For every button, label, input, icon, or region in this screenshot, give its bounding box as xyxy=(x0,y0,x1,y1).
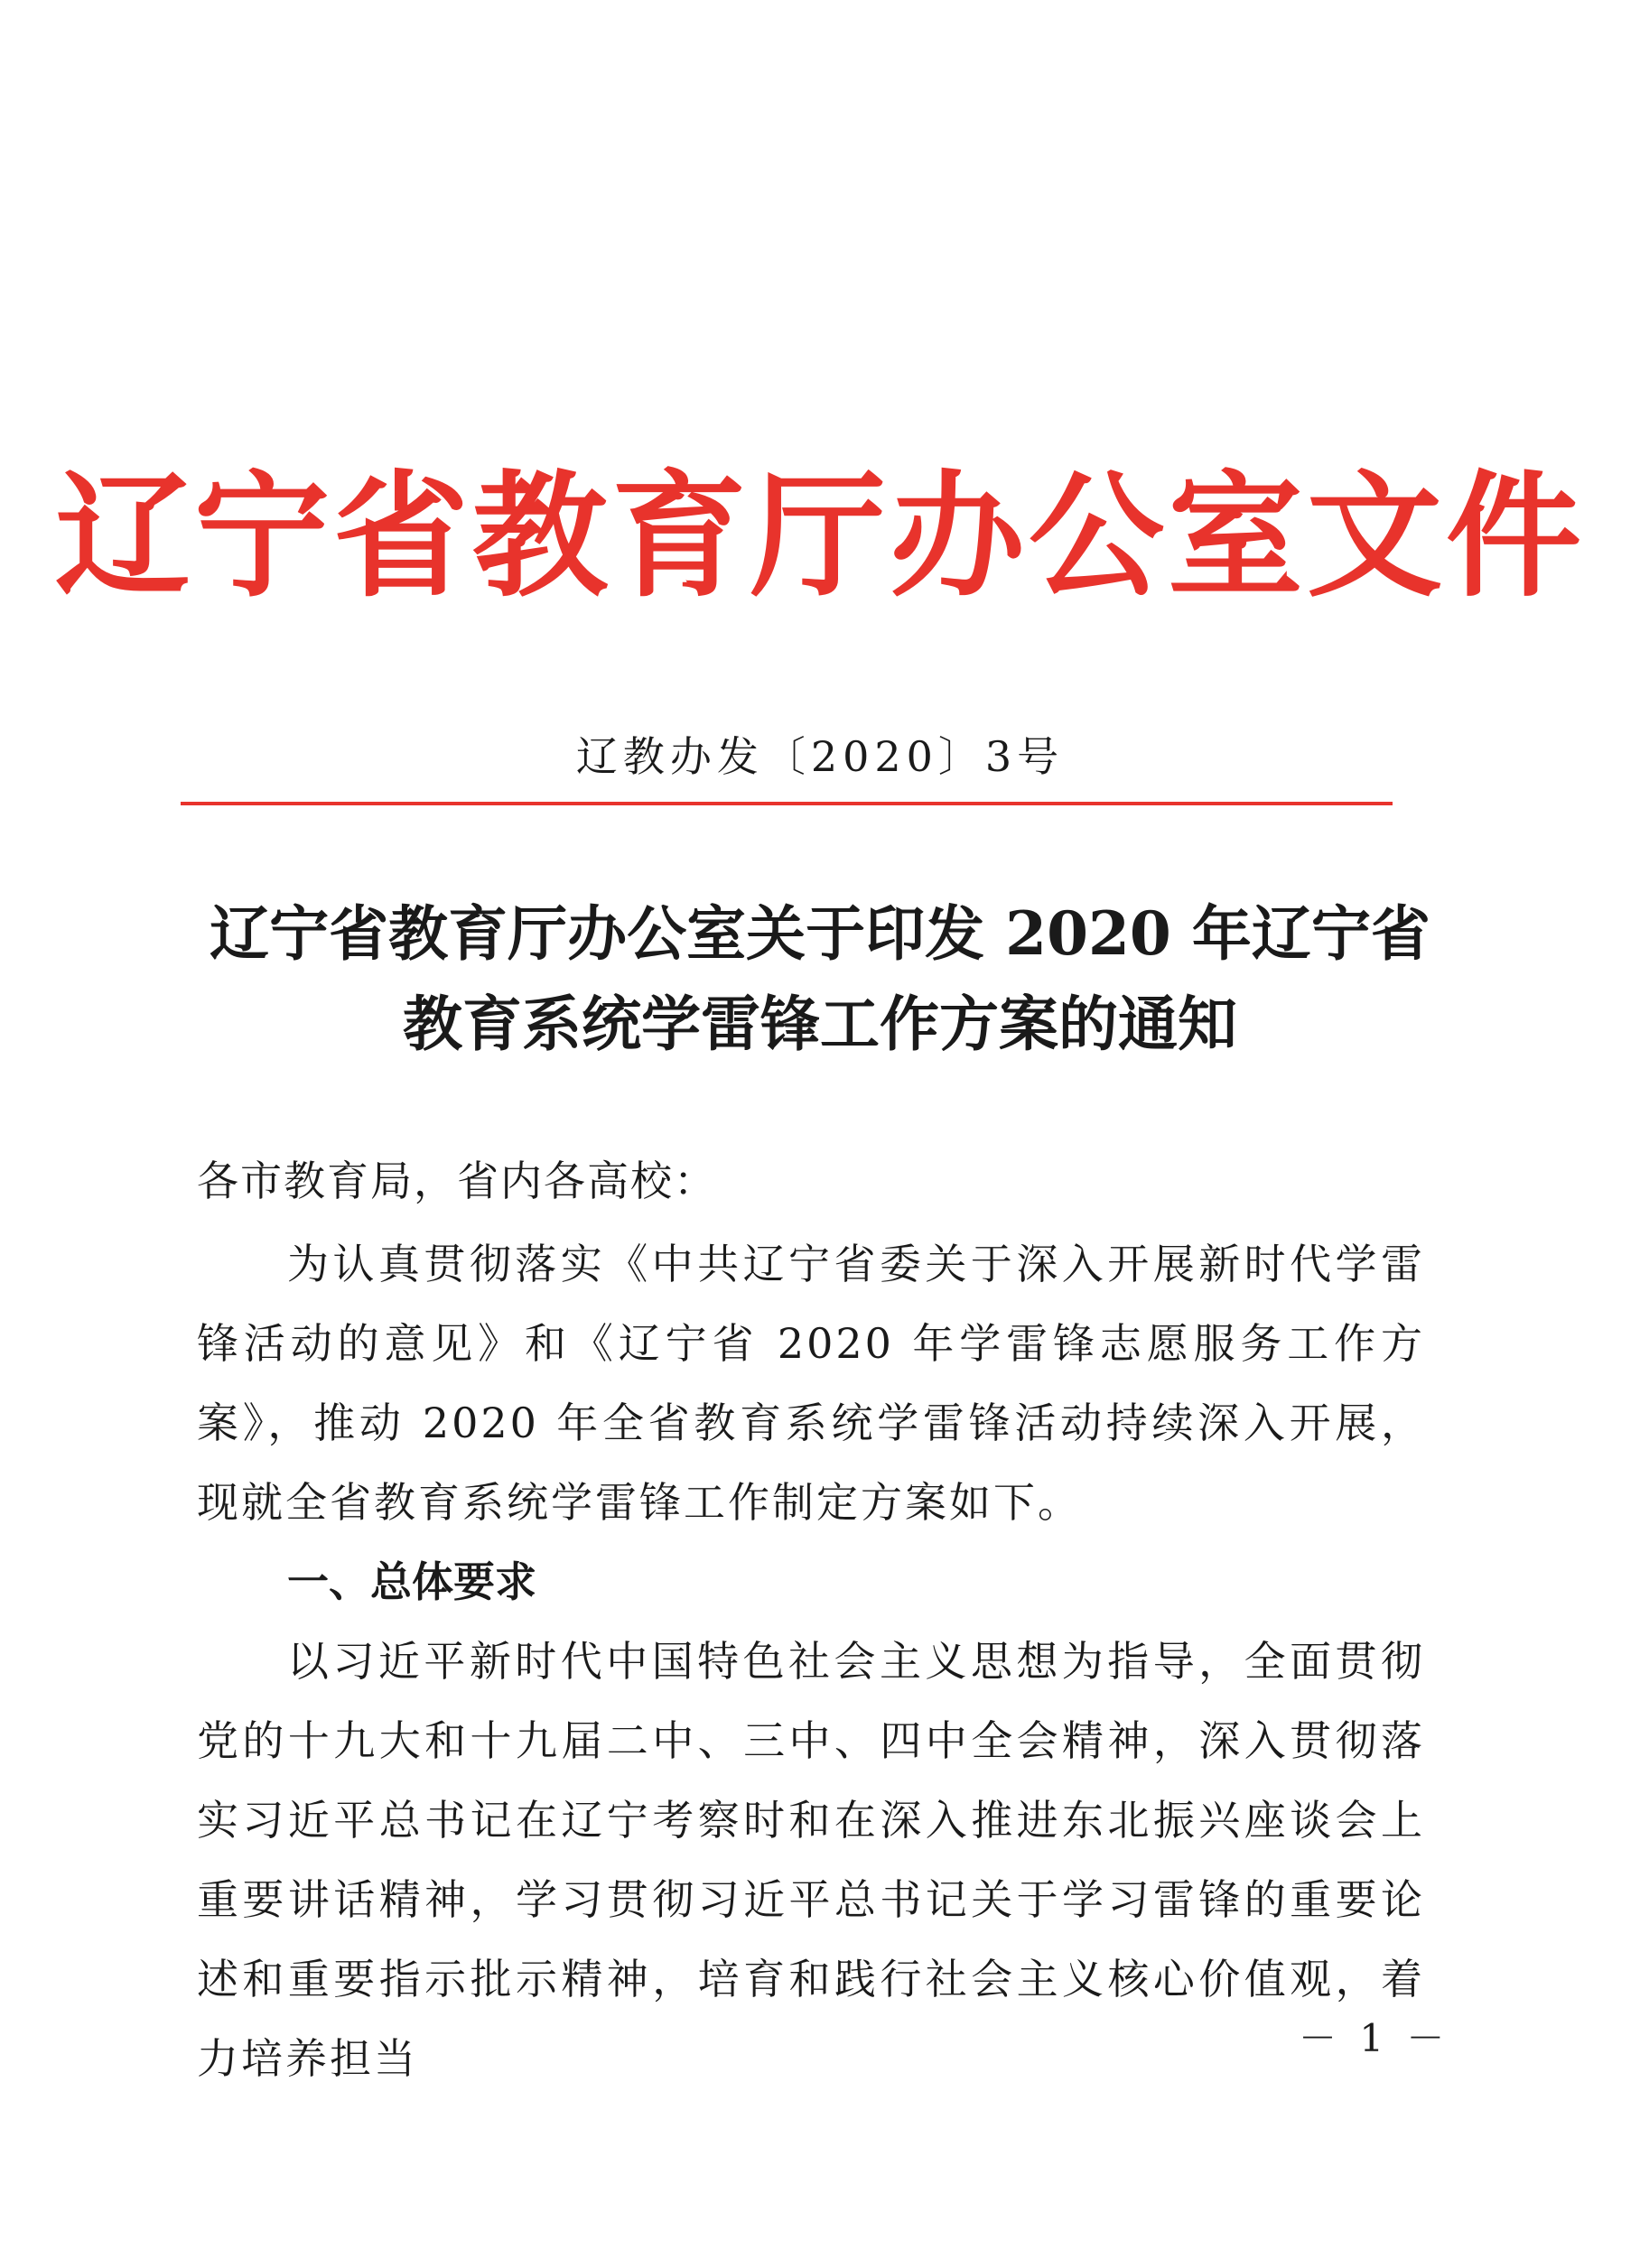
title-line-1: 辽宁省教育厅办公室关于印发 2020 年辽宁省 xyxy=(210,898,1430,969)
document-masthead: 辽宁省教育厅办公室文件 xyxy=(54,459,1585,616)
document-number: 辽教办发〔2020〕3号 xyxy=(575,732,1065,781)
red-divider-rule xyxy=(181,802,1393,805)
addressee-line: 各市教育局，省内各高校： xyxy=(197,1157,717,1205)
page-number: － 1 － xyxy=(1299,2016,1450,2060)
body-paragraph-2: 以习近平新时代中国特色社会主义思想为指导，全面贯彻党的十九大和十九届二中、三中、四中全会精神，深入贯彻落实习近平总书记在辽宁考察时和在深入推进东北振兴座谈会上重要讲话精神，学习贯彻习近平总书记关于学习雷锋的重要论述和重要指示批示精神，培育和践行社会主义核心价值观，着力培养担当 xyxy=(197,1637,1425,2083)
title-line-2: 教育系统学雷锋工作方案的通知 xyxy=(403,989,1237,1059)
document-title xyxy=(0,888,1640,1069)
body-paragraph-1: 为认真贯彻落实《中共辽宁省委关于深入开展新时代学雷锋活动的意见》和《辽宁省 2020 年学雷锋志愿服务工作方案》，推动 2020 年全省教育系统学雷锋活动持续深入开展，现就全省教育系统学雷锋工作制定方案如下。 xyxy=(197,1240,1425,1527)
section-heading-general-requirements: 一、总体要求 xyxy=(287,1557,536,1606)
